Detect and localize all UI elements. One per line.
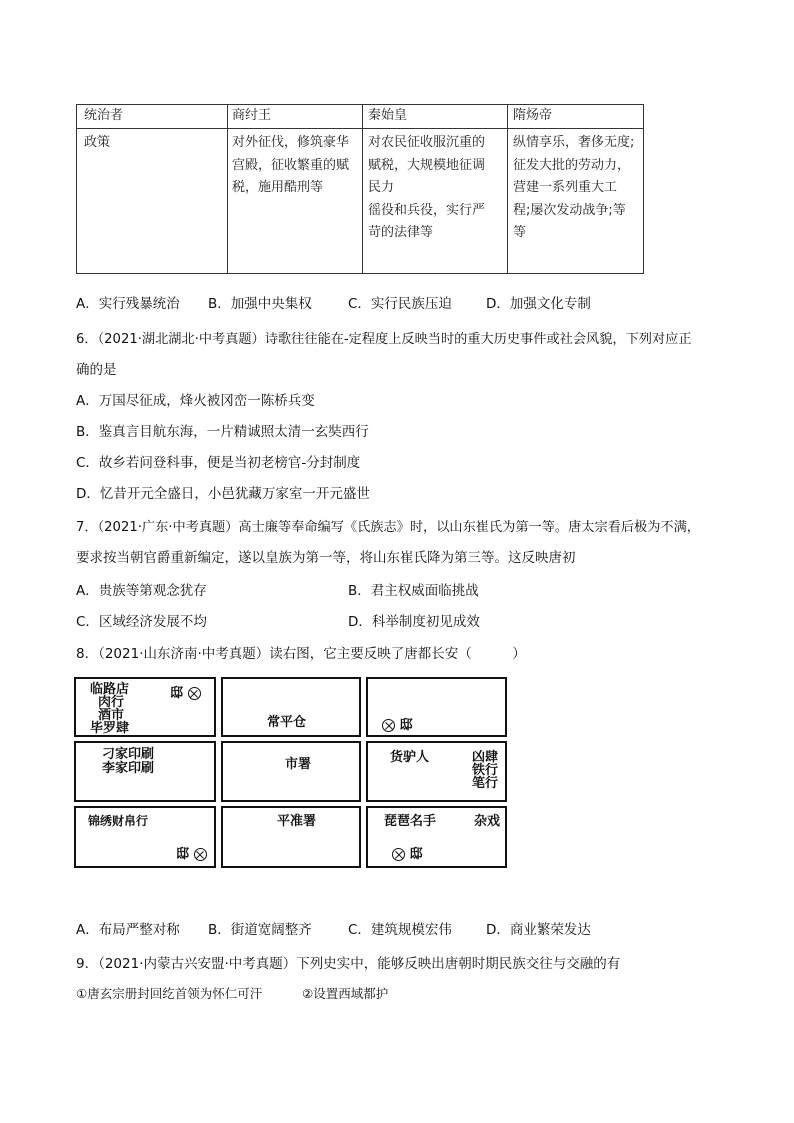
table-divider: [77, 128, 643, 129]
map-label: 常平仓: [267, 715, 307, 730]
q7-option-b: B．君主权威面临挑战: [348, 583, 479, 599]
map-block-7: [74, 806, 216, 868]
table-header: 秦始皇: [368, 108, 408, 123]
table-cell: 纵情享乐，奢侈无度; 征发大批的劳动力， 营建一系列重大工 程;屡次发动战争;等 等: [513, 135, 635, 240]
mansion-marker: 邸: [392, 848, 423, 861]
map-label: 锦绣财帛行: [88, 814, 149, 828]
map-label: 杂戏: [474, 814, 501, 829]
map-block-6: [366, 741, 507, 802]
mansion-circle-icon: [194, 848, 207, 861]
map-label: 肉行: [98, 695, 125, 710]
map-block-5: [221, 741, 361, 802]
map-block-3: [366, 677, 507, 737]
q8-option-a: A．布局严整对称: [76, 922, 180, 938]
table-cell: 对农民征收服沉重的 赋税，大规模地征调 民力 徭役和兵役，实行严 苛的法律等: [368, 135, 486, 240]
map-label: 李家印刷: [102, 761, 155, 776]
q9-item-2: ②设置西域都护: [302, 986, 389, 1001]
table-divider: [227, 105, 228, 273]
q5-option-a: A．实行残暴统治: [76, 296, 180, 312]
table-divider: [507, 105, 508, 273]
map-label: 市署: [285, 757, 312, 772]
q5-option-c: C．实行民族压迫: [348, 296, 452, 312]
q8-option-b: B．街道宽阔整齐: [208, 922, 312, 938]
q6-stem: 6．（2021·湖北湖北·中考真题）诗歌往往能在-定程度上反映当时的重大历史事件或社会风貌，下列对应正: [76, 332, 692, 347]
map-label: 刁家印刷: [102, 747, 155, 762]
mansion-circle-icon: [392, 848, 405, 861]
q6-option-c: C．故乡若问登科事，便是当初老榜官-分封制度: [76, 455, 361, 471]
q9-item-1: ①唐玄宗册封回纥首领为怀仁可汗: [76, 986, 263, 1001]
map-block-2: [221, 677, 361, 737]
q5-option-b: B．加强中央集权: [208, 296, 312, 312]
map-label: 琵琶名手: [384, 814, 437, 829]
table-cell: 对外征伐，修筑豪华 宫殿，征收繁重的赋 税，施用酷刑等: [232, 135, 350, 195]
map-block-9: [366, 806, 507, 868]
q8-stem: 8．（2021·山东济南·中考真题）读右图，它主要反映了唐都长安（ ）: [76, 646, 526, 662]
map-block-1: [74, 677, 216, 737]
q7-option-c: C．区域经济发展不均: [76, 614, 207, 630]
q6-option-a: A．万国尽征成，烽火被冈峦一陈桥兵变: [76, 393, 315, 409]
mansion-circle-icon: [188, 687, 201, 700]
map-label: 货驴人: [390, 750, 430, 765]
q7-option-d: D．科举制度初见成效: [348, 614, 480, 630]
table-header: 隋炀帝: [513, 108, 553, 123]
mansion-circle-icon: [382, 719, 395, 732]
map-label: 铁行: [472, 763, 499, 778]
map-label: 临路店: [90, 682, 130, 697]
mansion-marker: 邸: [382, 719, 413, 732]
q8-option-c: C．建筑规模宏伟: [348, 922, 452, 938]
q7-option-a: A．贵族等第观念犹存: [76, 583, 207, 599]
q5-option-d: D．加强文化专制: [486, 296, 591, 312]
map-label: 酒市: [98, 708, 125, 723]
table-row-label: 政策: [84, 135, 111, 150]
mansion-marker: 邸: [176, 848, 207, 861]
q6-option-b: B．鉴真言目航东海，一片精诚照太清一玄奘西行: [76, 424, 369, 440]
q7-stem-cont: 要求按当朝官爵重新编定，遂以皇族为第一等，将山东崔氏降为第三等。这反映唐初: [76, 550, 576, 566]
policy-table: [76, 104, 644, 274]
table-divider: [362, 105, 363, 273]
map-label: 毕罗肆: [90, 721, 130, 736]
table-header: 统治者: [84, 108, 124, 123]
mansion-marker: 邸: [170, 687, 201, 700]
table-header: 商纣王: [232, 108, 272, 123]
map-label: 笔行: [472, 776, 499, 791]
q6-option-d: D．忆昔开元全盛日，小邑犹藏万家室一开元盛世: [76, 486, 370, 502]
q8-option-d: D．商业繁荣发达: [486, 922, 591, 938]
map-label: 平准署: [277, 814, 317, 829]
q9-stem: 9．（2021·内蒙古兴安盟·中考真题）下列史实中，能够反映出唐朝时期民族交往与交融的有: [76, 956, 621, 972]
map-label: 凶肆: [472, 750, 499, 765]
map-block-4: [74, 741, 216, 802]
map-block-8: [221, 806, 361, 868]
q6-stem-cont: 确的是: [76, 362, 117, 378]
q7-stem: 7．（2021·广东·中考真题）高士廉等奉命编写《氏族志》时，以山东崔氏为第一等。唐太宗看后极为不满，: [76, 520, 700, 535]
